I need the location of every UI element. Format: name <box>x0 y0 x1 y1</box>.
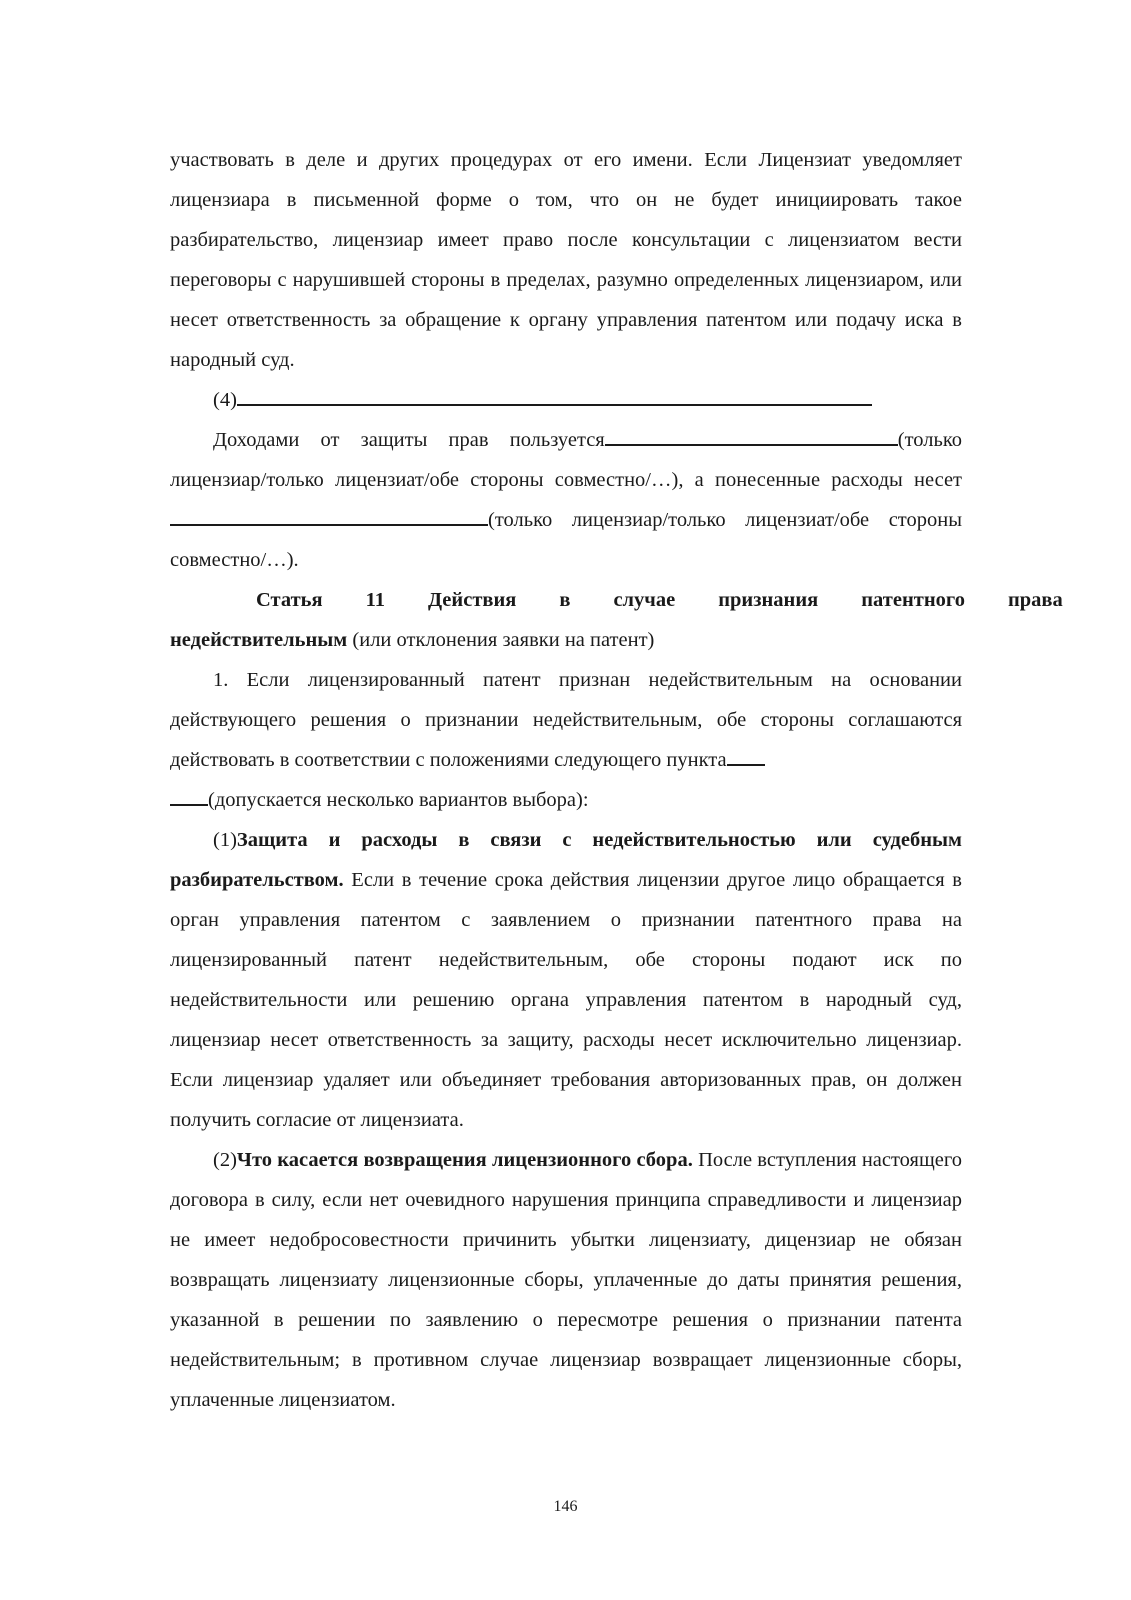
paragraph-continuation: участвовать в деле и других процедурах от его имени. Если Лицензиат уведомляет лицензиара в письменной форме о том, что он не будет инициировать такое разбирательство, лицензиар имеет право после консультации с лицензиатом вести переговоры с нарушившей стороны в пределах, разумно определенных лицензиаром, или несет ответственность за обращение к органу управления патентом или подачу иска в народный суд. <box>170 149 962 371</box>
paragraph-income-expenses <box>170 420 962 580</box>
income-text: Доходами от защиты прав пользуется <box>213 429 605 451</box>
heading-word: случае <box>613 589 676 611</box>
options-text: (только лицензиар/только лицензиат/обе стороны совместно/…). <box>170 509 962 571</box>
subclause-1-text: Если в течение срока действия лицензии другое лицо обращается в орган управления патентом с заявлением о признании патентного права на лицензированный патент недействительным, обе стороны подают иск по недействительности или решению органа управления патентом в народный суд, лицензиар несет ответственность за защиту, расходы несет исключительно лицензиар. Если лицензиар удаляет или объединяет требования авторизованных прав, он должен получить согласие от лицензиата. <box>170 869 962 1131</box>
heading-word: признания <box>718 589 819 611</box>
subclause-2-label: (2) <box>213 1149 237 1171</box>
article-heading-bold: недействительным <box>170 629 348 651</box>
income-blank-field <box>605 420 898 446</box>
heading-word: патентного <box>861 589 965 611</box>
paragraph-item-4 <box>170 380 962 420</box>
paragraph-clause-1 <box>170 660 962 820</box>
clause-1-text: 1. Если лицензированный патент признан недействительным на основании действующего решения о признании недействительным, обе стороны соглашаются действовать в соответствии с положениями следующего пункта <box>170 669 962 771</box>
paragraph-subclause-2 <box>170 1140 962 1420</box>
heading-word: права <box>1007 589 1063 611</box>
expenses-blank-field <box>170 500 488 526</box>
paragraph-subclause-1 <box>170 820 962 1140</box>
subclause-1-label: (1) <box>213 829 237 851</box>
clause-1-options: (допускается несколько вариантов выбора): <box>208 789 589 811</box>
item-4-blank-line <box>237 380 872 406</box>
heading-word: в <box>559 589 571 611</box>
clause-1-blank-a <box>727 740 765 766</box>
subclause-2-text: После вступления настоящего договора в силу, если нет очевидного нарушения принципа справедливости и лицензиар не имеет недобросовестности причинить убытки лицензиату, дицензиар не обязан возвращать лицензиату лицензионные сборы, уплаченные до даты принятия решения, указанной в решении по заявлению о пересмотре решения о признании патента недействительным; в противном случае лицензиар возвращает лицензионные сборы, уплаченные лицензиатом. <box>170 1149 963 1411</box>
article-heading-continuation <box>170 620 962 660</box>
heading-word: 11 <box>365 589 385 611</box>
clause-1-blank-b <box>170 780 208 806</box>
article-heading-note: (или отклонения заявки на патент) <box>347 629 655 651</box>
heading-word: Действия <box>427 589 517 611</box>
item-4-label: (4) <box>213 389 237 411</box>
page-number: 146 <box>553 1498 578 1515</box>
subclause-2-title: Что касается возвращения лицензионного сбора. <box>236 1149 693 1171</box>
subclause-1-title: Защита и расходы в связи с недействительностью или судебным разбирательством. <box>170 829 962 891</box>
expenses-text: (только лицензиар/только лицензиат/обе стороны совместно/…), а понесенные расходы несет <box>170 429 962 491</box>
heading-word: Статья <box>256 589 323 611</box>
article-heading-line <box>170 580 1063 620</box>
document-page <box>170 140 1063 1420</box>
